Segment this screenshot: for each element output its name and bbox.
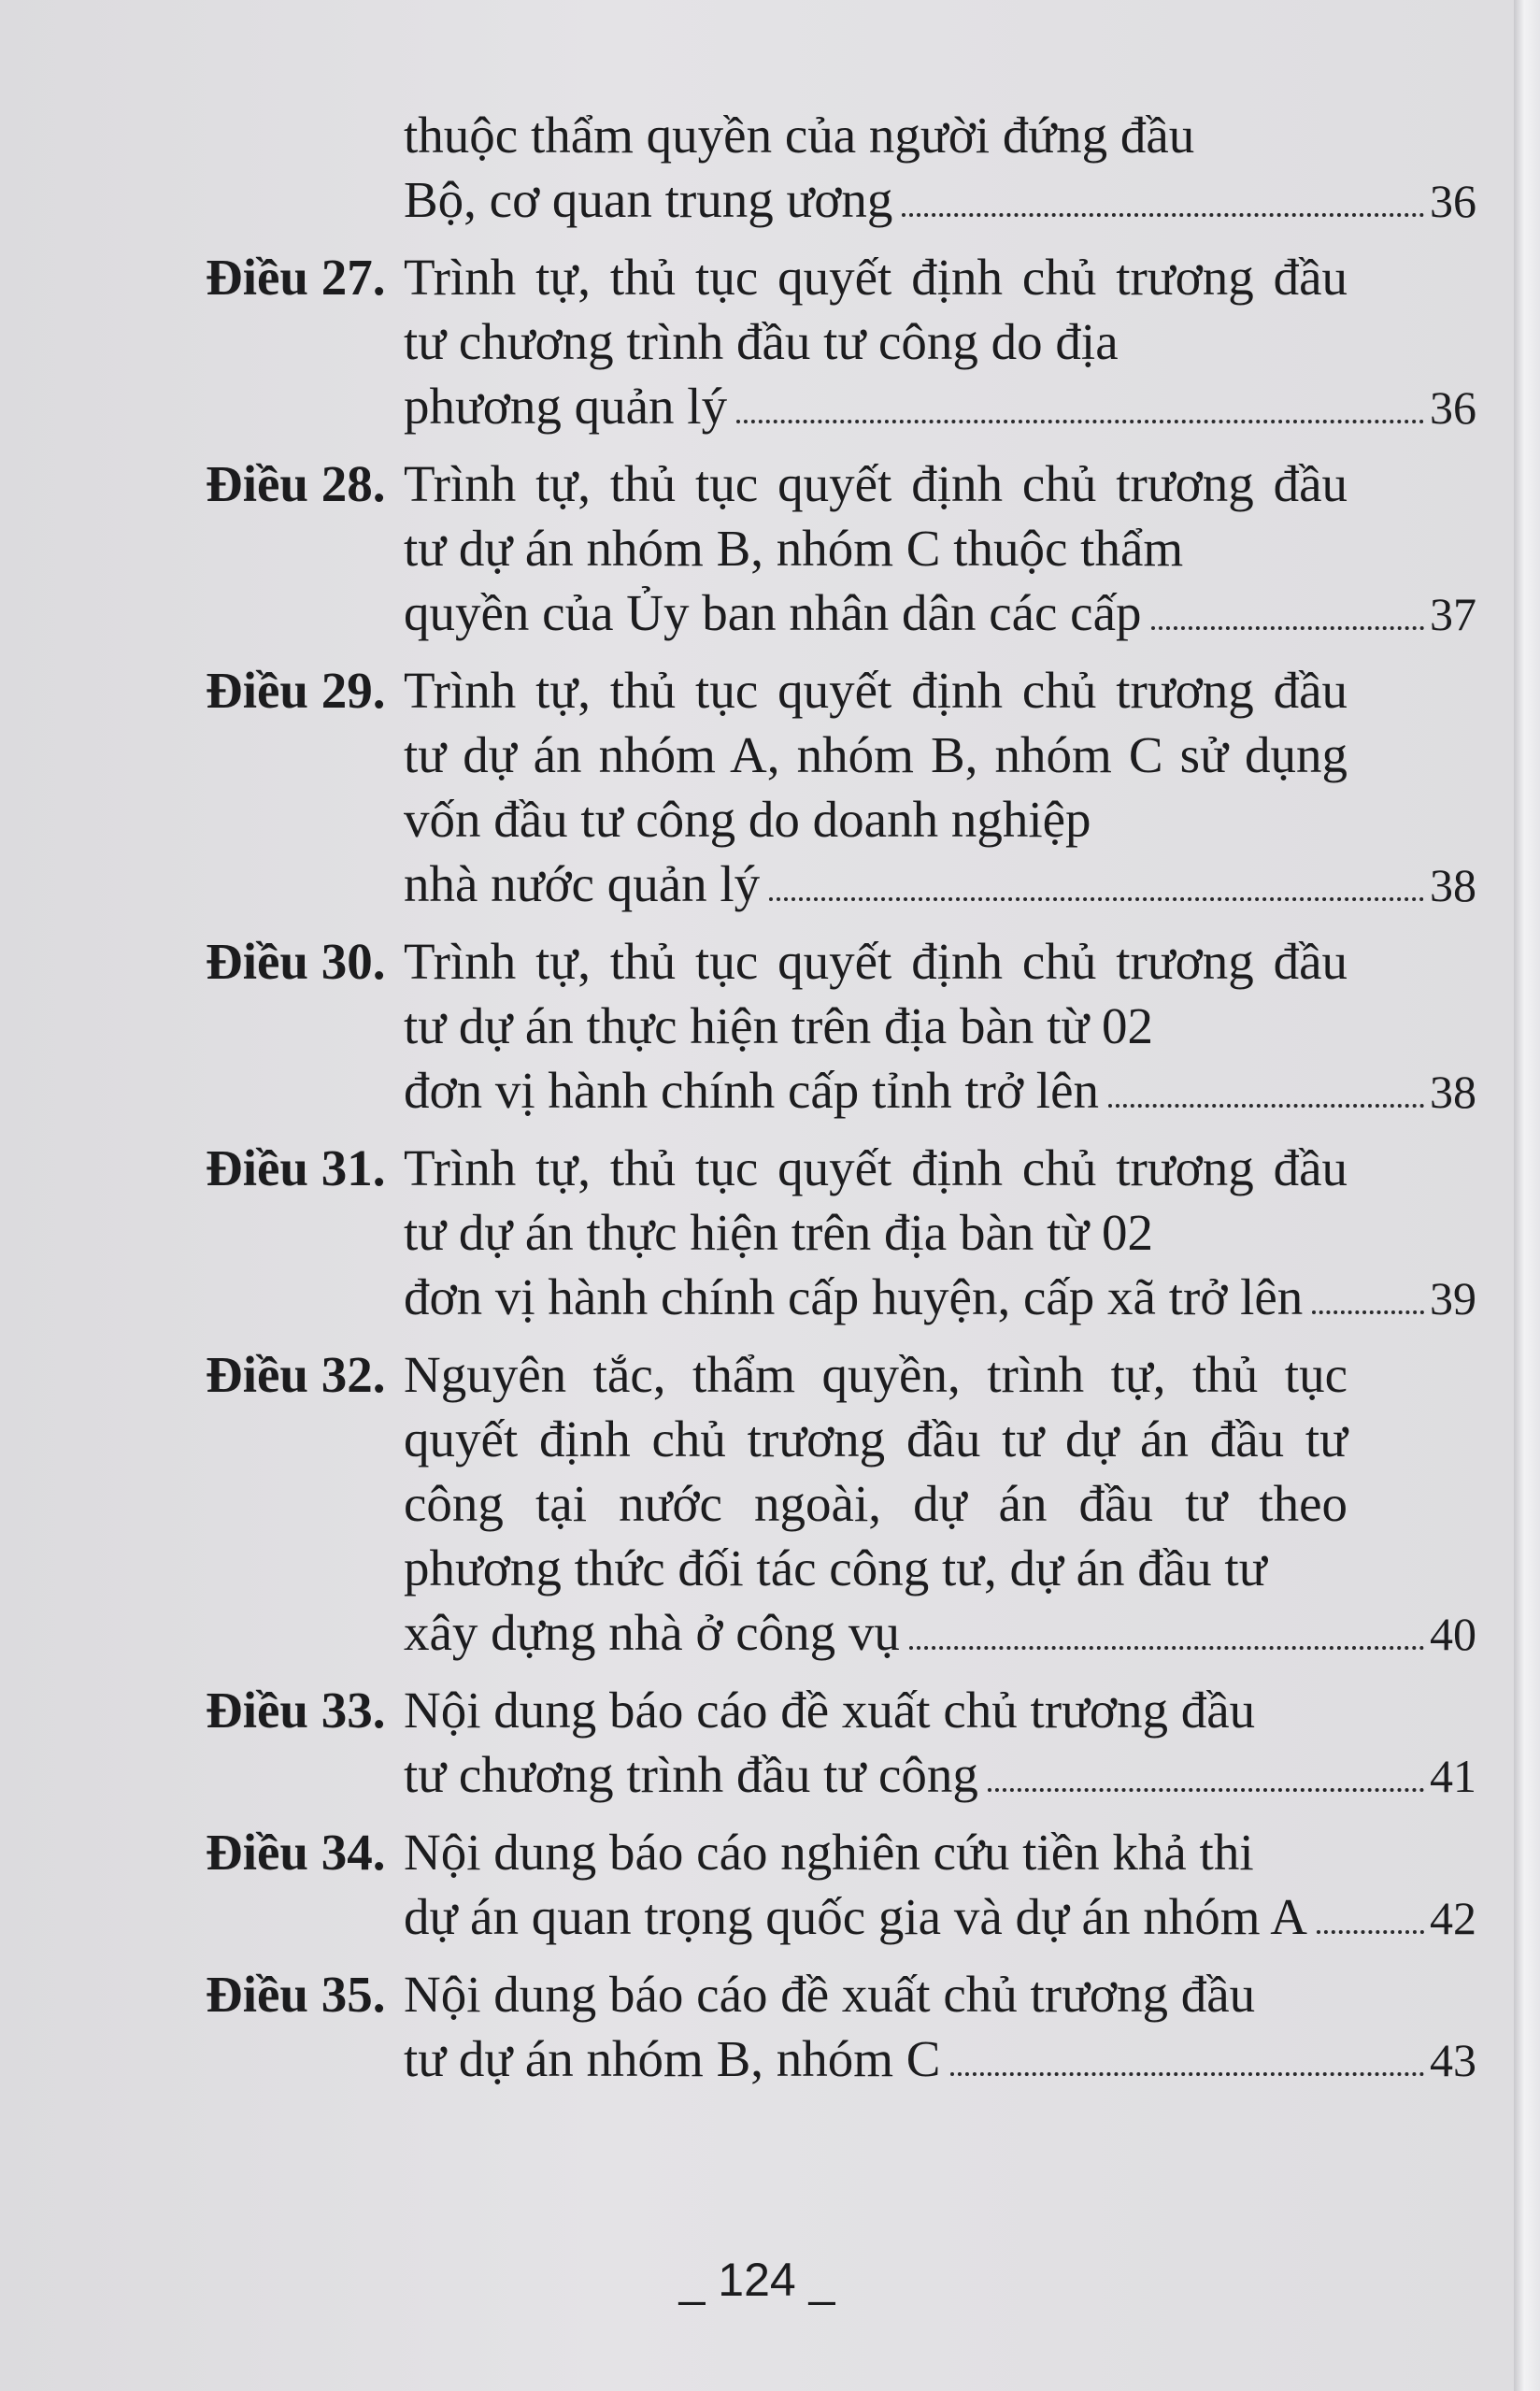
article-number: Điều 31. <box>206 1139 386 1196</box>
dot-leader <box>988 1784 1424 1792</box>
toc-entry <box>206 929 1476 1124</box>
toc-entry <box>206 1678 1476 1809</box>
article-number: Điều 29. <box>206 662 386 719</box>
entry-page-number: 41 <box>1430 1750 1476 1802</box>
entry-page-number: 38 <box>1430 859 1476 911</box>
toc-entry <box>206 245 1476 440</box>
table-of-contents <box>206 103 1476 2104</box>
entry-title-end: tư dự án nhóm B, nhóm C <box>404 2030 941 2087</box>
entry-page-number: 42 <box>1430 1892 1476 1944</box>
article-number: Điều 34. <box>206 1824 386 1881</box>
entry-last-line <box>404 1265 1476 1331</box>
dot-leader <box>1317 1926 1424 1934</box>
page-number: _ 124 _ <box>678 2254 835 2306</box>
entry-last-line <box>404 374 1476 440</box>
entry-page-number: 39 <box>1430 1272 1476 1324</box>
entry-page-number: 37 <box>1430 588 1476 640</box>
entry-title: Trình tự, thủ tục quyết định chủ trương đầu tư dự án nhóm B, nhóm C thuộc thẩm <box>404 455 1348 577</box>
entry-title-end: phương quản lý <box>404 378 728 435</box>
entry-last-line <box>404 1600 1476 1667</box>
entry-title: Nội dung báo cáo nghiên cứu tiền khả thi <box>404 1824 1254 1881</box>
entry-last-line <box>404 2026 1476 2093</box>
entry-last-line <box>404 852 1476 918</box>
article-number: Điều 28. <box>206 455 386 512</box>
entry-page-number: 40 <box>1430 1608 1476 1660</box>
entry-title: thuộc thẩm quyền của người đứng đầu <box>404 107 1195 164</box>
entry-last-line <box>404 580 1476 647</box>
entry-title-end: nhà nước quản lý <box>404 855 761 912</box>
entry-last-line <box>404 1058 1476 1124</box>
dot-leader <box>909 1642 1424 1650</box>
entry-title: Nguyên tắc, thẩm quyền, trình tự, thủ tục quyết định chủ trương đầu tư dự án đầu tư công tại nước ngoài, dự án đầu tư theo phương thức đối tác công tư, dự án đầu tư <box>404 1346 1348 1596</box>
dot-leader <box>902 209 1424 217</box>
article-number: Điều 30. <box>206 933 386 990</box>
entry-page-number: 38 <box>1430 1066 1476 1118</box>
entry-page-number: 36 <box>1430 175 1476 227</box>
entry-title: Nội dung báo cáo đề xuất chủ trương đầu <box>404 1966 1256 2023</box>
entry-title-end: đơn vị hành chính cấp tỉnh trở lên <box>404 1062 1099 1119</box>
article-number: Điều 27. <box>206 249 386 306</box>
toc-entry <box>206 1962 1476 2093</box>
entry-title-end: tư chương trình đầu tư công <box>404 1746 978 1803</box>
toc-entry <box>206 1342 1476 1667</box>
dot-leader <box>1312 1307 1424 1314</box>
article-number: Điều 32. <box>206 1346 386 1403</box>
entry-title-end: quyền của Ủy ban nhân dân các cấp <box>404 584 1142 641</box>
dot-leader <box>1108 1100 1424 1108</box>
dot-leader <box>1151 623 1425 630</box>
toc-entry <box>206 103 1476 234</box>
toc-entry <box>206 658 1476 918</box>
entry-title-end: dự án quan trọng quốc gia và dự án nhóm A <box>404 1888 1307 1945</box>
entry-title-end: Bộ, cơ quan trung ương <box>404 171 893 228</box>
dot-leader <box>736 416 1424 423</box>
entry-last-line <box>404 167 1476 234</box>
article-number: Điều 35. <box>206 1966 386 2023</box>
entry-page-number: 43 <box>1430 2034 1476 2086</box>
entry-last-line <box>404 1884 1476 1951</box>
entry-title-end: đơn vị hành chính cấp huyện, cấp xã trở lên <box>404 1268 1304 1325</box>
article-number: Điều 33. <box>206 1682 386 1739</box>
entry-title: Trình tự, thủ tục quyết định chủ trương đầu tư chương trình đầu tư công do địa <box>404 249 1348 370</box>
entry-title: Trình tự, thủ tục quyết định chủ trương đầu tư dự án thực hiện trên địa bàn từ 02 <box>404 1139 1348 1261</box>
entry-last-line <box>404 1742 1476 1809</box>
dot-leader <box>950 2069 1425 2076</box>
entry-title: Trình tự, thủ tục quyết định chủ trương đầu tư dự án thực hiện trên địa bàn từ 02 <box>404 933 1348 1054</box>
entry-title: Nội dung báo cáo đề xuất chủ trương đầu <box>404 1682 1256 1739</box>
page-edge <box>1514 0 1540 2391</box>
dot-leader <box>769 894 1424 901</box>
entry-page-number: 36 <box>1430 381 1476 434</box>
entry-title-end: xây dựng nhà ở công vụ <box>404 1604 900 1661</box>
toc-entry <box>206 451 1476 647</box>
toc-entry <box>206 1136 1476 1331</box>
entry-title: Trình tự, thủ tục quyết định chủ trương đầu tư dự án nhóm A, nhóm B, nhóm C sử dụng vốn đầu tư công do doanh nghiệp <box>404 662 1348 848</box>
toc-entry <box>206 1820 1476 1951</box>
